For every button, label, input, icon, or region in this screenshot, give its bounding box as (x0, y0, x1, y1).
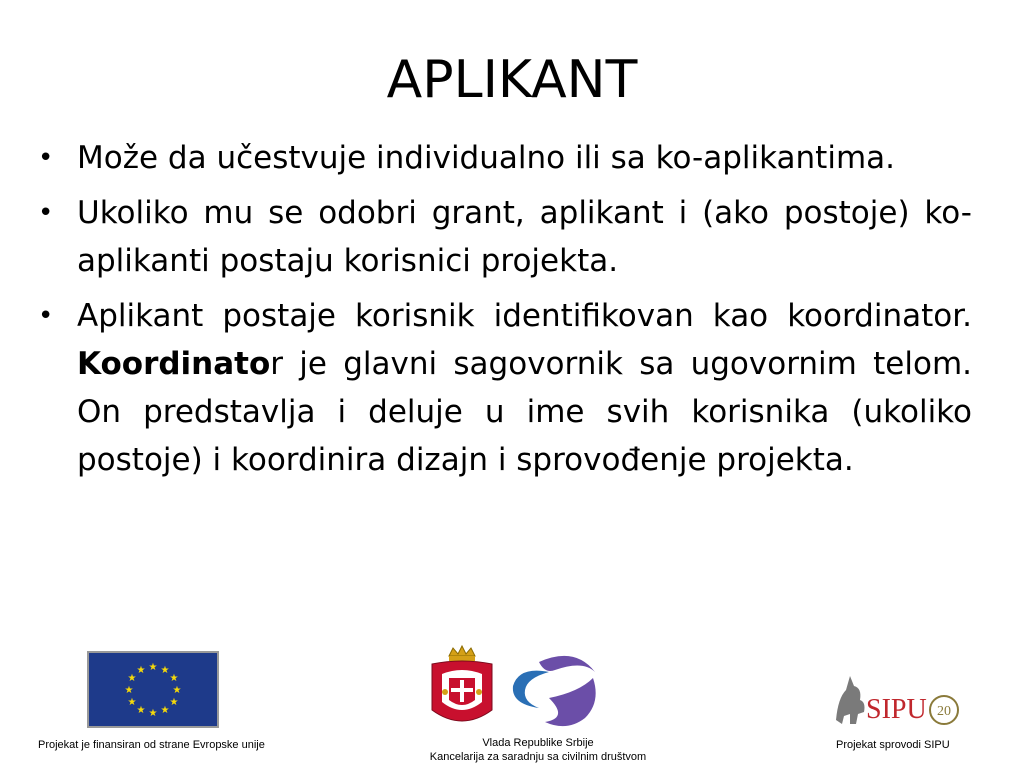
bullet-text: Ukoliko mu se odobri grant, aplikant i (ako postoje) ko-aplikanti postaju korisnici projekta. (77, 195, 972, 279)
svg-text:★: ★ (127, 673, 137, 684)
bullet-item (32, 134, 972, 182)
svg-text:★: ★ (148, 708, 158, 719)
bullet-text: Može da učestvuje individualno ili sa ko-aplikantima. (77, 140, 895, 176)
svg-text:★: ★ (169, 697, 179, 708)
bullet-text-before: Aplikant postaje korisnik identifikovan kao koordinator. (77, 298, 972, 334)
svg-text:★: ★ (124, 685, 134, 696)
bullet-bold-text: Koordinato (77, 346, 271, 382)
bullet-text-after: r je glavni sagovornik sa ugovornim telom. On predstavlja i deluje u ime svih korisnika (ukoliko postoje) i koordinira dizajn i sprovođenje projekta. (77, 346, 972, 478)
svg-text:★: ★ (160, 705, 170, 716)
svg-text:★: ★ (169, 673, 179, 684)
svg-text:★: ★ (136, 705, 146, 716)
bullet-list (32, 134, 972, 491)
civil-society-office-logo (505, 652, 601, 730)
svg-text:★: ★ (136, 665, 146, 676)
svg-text:★: ★ (148, 662, 158, 673)
bullet-dot: • (38, 143, 54, 173)
sipu-anniversary-badge: 20 (937, 704, 951, 719)
footer-sipu-caption: Projekat sprovodi SIPU (836, 739, 950, 751)
sipu-logo-text: SIPU (866, 694, 927, 725)
bullet-item (32, 292, 972, 484)
bullet-item (32, 189, 972, 285)
slide-title: APLIKANT (386, 50, 638, 110)
footer-government-caption (408, 736, 668, 764)
footer-government-line2: Kancelarija za saradnju sa civilnim društvom (429, 751, 647, 763)
footer-eu-caption: Projekat je finansiran od strane Evropske unije (38, 739, 265, 751)
sipu-logo (832, 668, 964, 728)
serbia-coat-of-arms-logo (427, 644, 497, 732)
svg-text:★: ★ (172, 685, 182, 696)
eu-flag-logo (87, 651, 219, 728)
bullet-dot: • (38, 198, 54, 228)
svg-text:★: ★ (160, 665, 170, 676)
footer-government-line1: Vlada Republike Srbije (482, 737, 594, 749)
svg-text:★: ★ (127, 697, 137, 708)
bullet-dot: • (38, 301, 54, 331)
